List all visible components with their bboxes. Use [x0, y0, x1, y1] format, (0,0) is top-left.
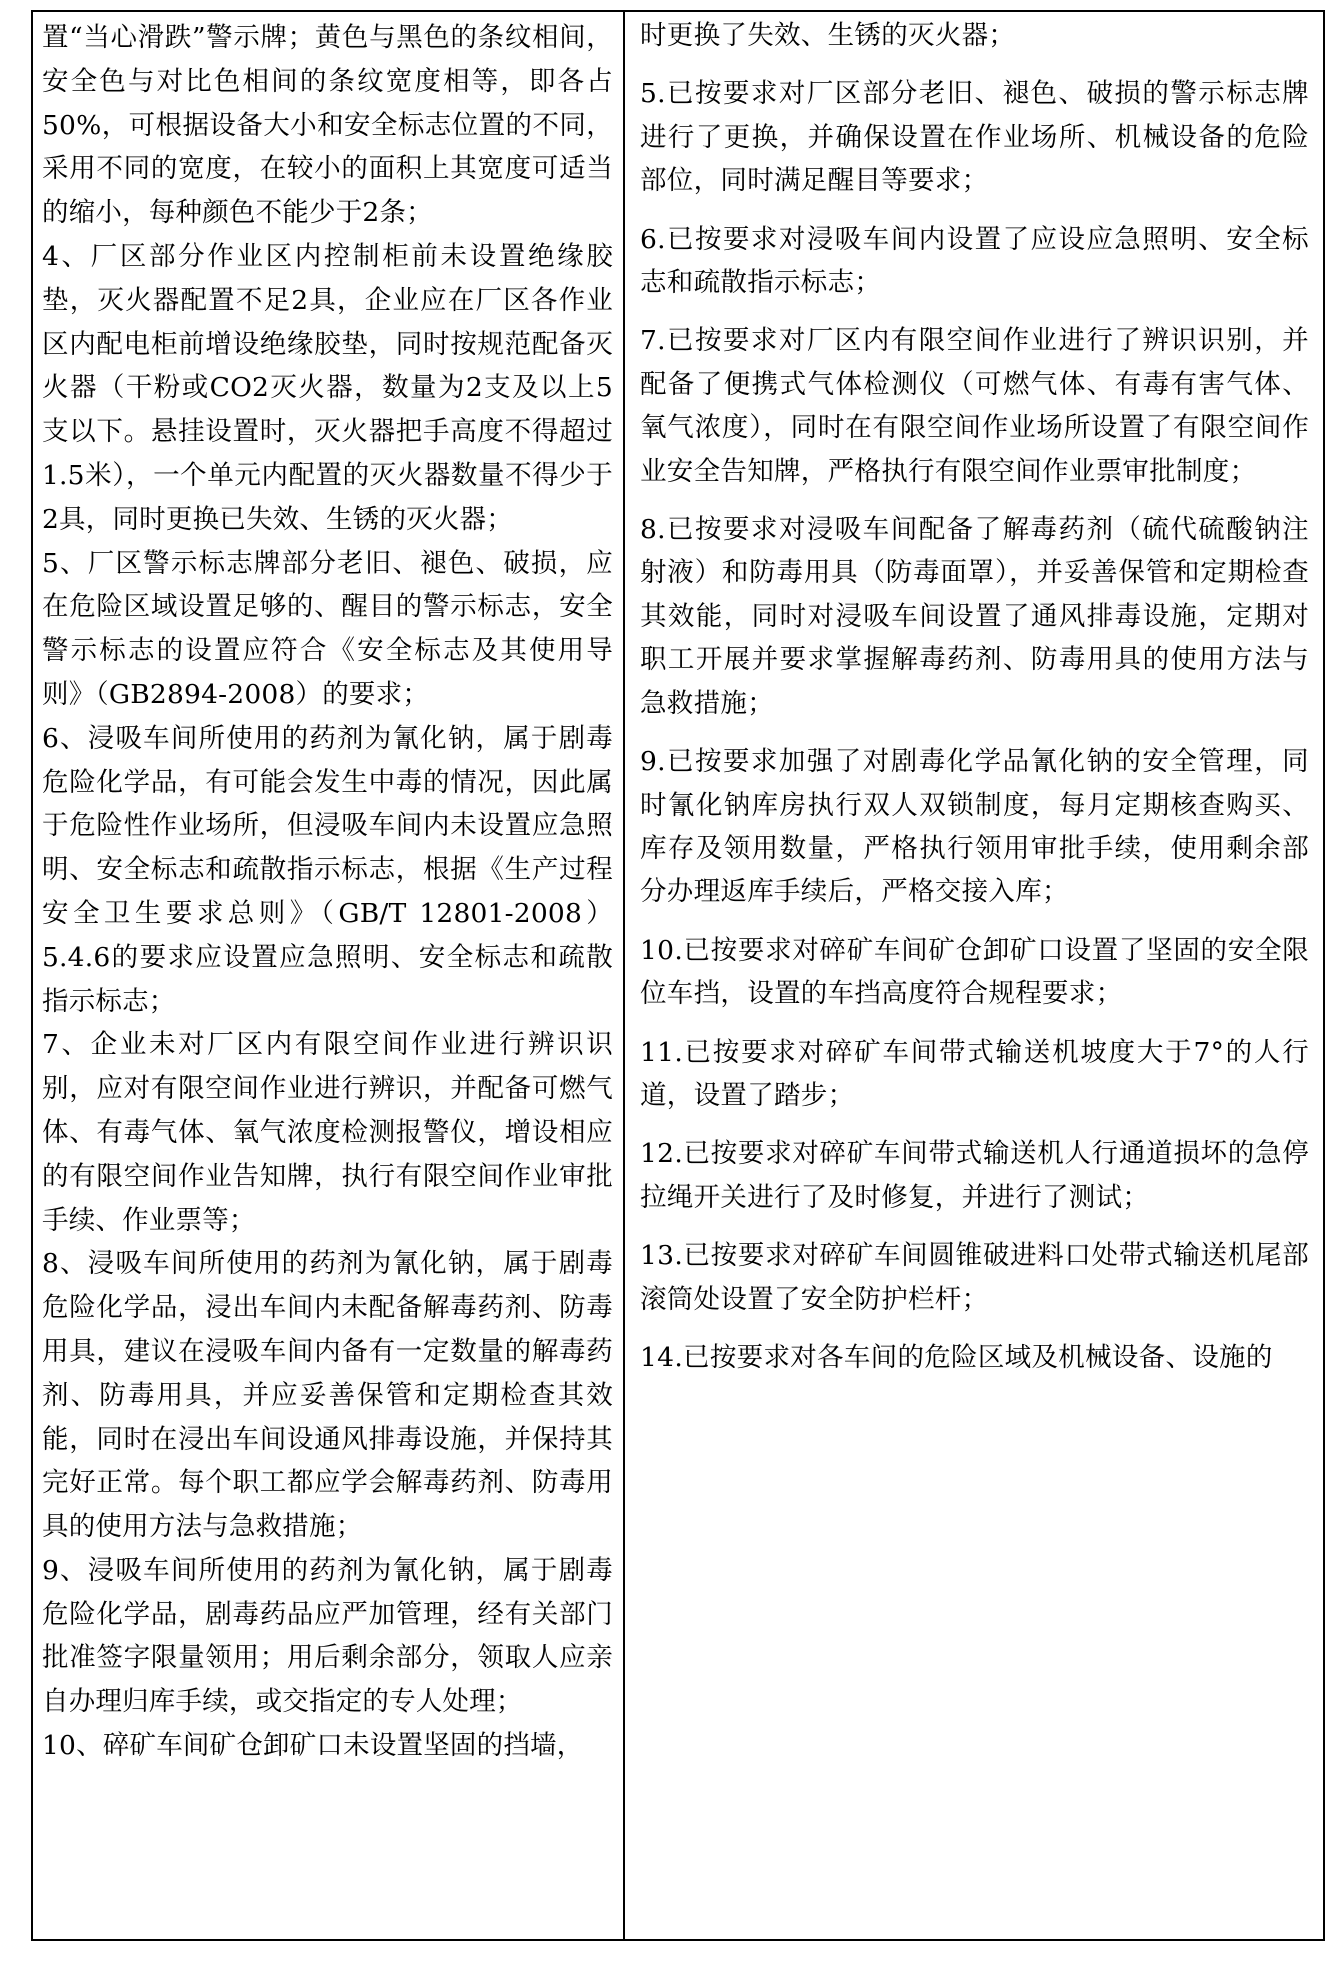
rectification-paragraph: 11.已按要求对碎矿车间带式输送机坡度大于7°的人行道，设置了踏步；: [640, 1036, 1309, 1111]
finding-paragraph: 置“当心滑跌”警示牌；黄色与黑色的条纹相间，安全色与对比色相间的条纹宽度相等，即各占50%，可根据设备大小和安全标志位置的不同，采用不同的宽度，在较小的面积上其宽度可适当的缩小，每种颜色不能少于2条；: [42, 22, 613, 229]
rectification-paragraph: 6.已按要求对浸吸车间内设置了应设应急照明、安全标志和疏散指示标志；: [640, 223, 1309, 299]
finding-paragraph: 7、企业未对厂区内有限空间作业进行辨识识别，应对有限空间作业进行辨识，并配备可燃气体、有毒气体、氧气浓度检测报警仪，增设相应的有限空间作业告知牌，执行有限空间作业审批手续、作业票等；: [42, 1029, 613, 1236]
rectification-paragraph: 10.已按要求对碎矿车间矿仓卸矿口设置了坚固的安全限位车挡，设置的车挡高度符合规程要求；: [640, 934, 1309, 1010]
document-table: [31, 10, 1325, 1941]
rectification-paragraph: 12.已按要求对碎矿车间带式输送机人行通道损坏的急停拉绳开关进行了及时修复，并进行了测试；: [640, 1138, 1309, 1213]
finding-paragraph: 10、碎矿车间矿仓卸矿口未设置坚固的挡墙，: [42, 1730, 584, 1762]
rectification-paragraph: 时更换了失效、生锈的灭火器；: [640, 20, 1016, 51]
hazard-findings-column: [33, 12, 625, 1939]
rectification-paragraph: 9.已按要求加强了对剧毒化学品氰化钠的安全管理，同时氰化钠库房执行双人双锁制度，每月定期核查购买、库存及领用数量，严格执行领用审批手续，使用剩余部分办理返库手续后，严格交接入库；: [640, 746, 1309, 908]
finding-paragraph: 6、浸吸车间所使用的药剂为氰化钠，属于剧毒危险化学品，有可能会发生中毒的情况，因此属于危险性作业场所，但浸吸车间内未设置应急照明、安全标志和疏散指示标志，根据《生产过程安全卫生要求总则》（GB/T 12801-2008）5.4.6的要求应设置应急照明、安全标志和疏散指示标志；: [42, 722, 613, 1017]
rectification-paragraph: 13.已按要求对碎矿车间圆锥破进料口处带式输送机尾部滚筒处设置了安全防护栏杆；: [640, 1240, 1309, 1315]
rectification-paragraph: 8.已按要求对浸吸车间配备了解毒药剂（硫代硫酸钠注射液）和防毒用具（防毒面罩），并妥善保管和定期检查其效能，同时对浸吸车间设置了通风排毒设施，定期对职工开展并要求掌握解毒药剂、防毒用具的使用方法与急救措施；: [640, 514, 1309, 719]
rectification-paragraph: 14.已按要求对各车间的危险区域及机械设备、设施的: [640, 1341, 1273, 1373]
rectification-paragraph: 7.已按要求对厂区内有限空间作业进行了辨识识别，并配备了便携式气体检测仪（可燃气体、有毒有害气体、氧气浓度），同时在有限空间作业场所设置了有限空间作业安全告知牌，严格执行有限空间作业票审批制度；: [640, 325, 1309, 487]
finding-paragraph: 5、厂区警示标志牌部分老旧、褪色、破损，应在危险区域设置足够的、醒目的警示标志，安全警示标志的设置应符合《安全标志及其使用导则》（GB2894-2008）的要求；: [42, 547, 613, 710]
rectification-column: [625, 12, 1323, 1939]
finding-paragraph: 9、浸吸车间所使用的药剂为氰化钠，属于剧毒危险化学品，剧毒药品应严加管理，经有关部门批准签字限量领用；用后剩余部分，领取人应亲自办理归库手续，或交指定的专人处理；: [42, 1554, 613, 1718]
finding-paragraph: 4、厂区部分作业区内控制柜前未设置绝缘胶垫，灭火器配置不足2具，企业应在厂区各作业区内配电柜前增设绝缘胶垫，同时按规范配备灭火器（干粉或CO2灭火器，数量为2支及以上5支以下。悬挂设置时，灭火器把手高度不得超过1.5米），一个单元内配置的灭火器数量不得少于2具，同时更换已失效、生锈的灭火器；: [42, 240, 613, 535]
rectification-paragraph: 5.已按要求对厂区部分老旧、褪色、破损的警示标志牌进行了更换，并确保设置在作业场所、机械设备的危险部位，同时满足醒目等要求；: [640, 78, 1309, 197]
finding-paragraph: 8、浸吸车间所使用的药剂为氰化钠，属于剧毒危险化学品，浸出车间内未配备解毒药剂、防毒用具，建议在浸吸车间内备有一定数量的解毒药剂、防毒用具，并应妥善保管和定期检查其效能，同时在浸出车间设通风排毒设施，并保持其完好正常。每个职工都应学会解毒药剂、防毒用具的使用方法与急救措施；: [42, 1248, 613, 1543]
